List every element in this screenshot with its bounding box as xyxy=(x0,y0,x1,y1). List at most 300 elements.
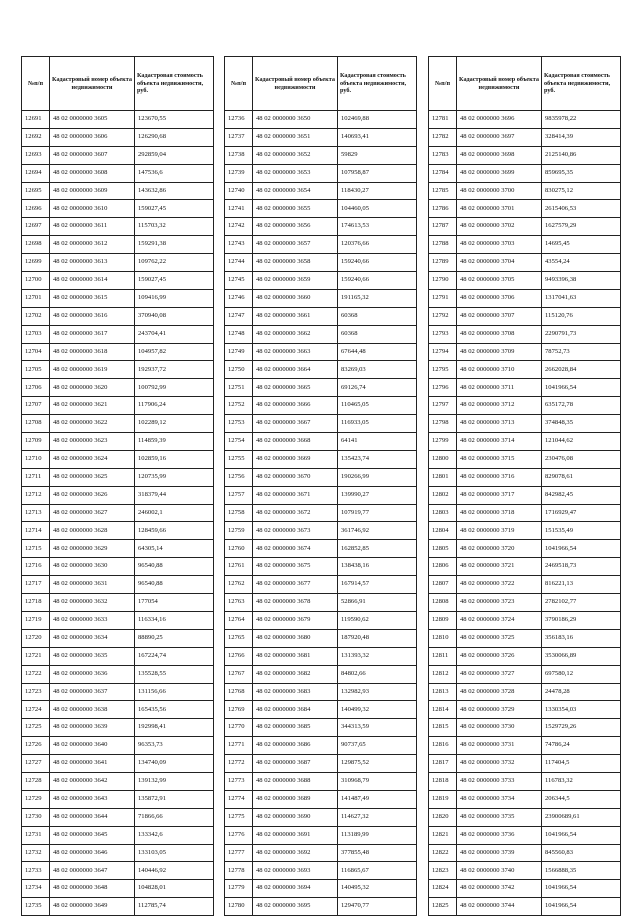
cadastral-value-cell: 102859,16 xyxy=(135,450,214,468)
cadastral-value-cell: 845560,83 xyxy=(542,844,621,862)
table-row xyxy=(22,343,214,361)
cadastral-number-cell: 48 02 0000000 3690 xyxy=(253,808,338,826)
table-row xyxy=(429,755,621,773)
row-number-cell: 12810 xyxy=(429,629,457,647)
row-number-cell: 12803 xyxy=(429,504,457,522)
row-number-cell: 12823 xyxy=(429,862,457,880)
row-number-cell: 12709 xyxy=(22,433,50,451)
cadastral-number-cell: 48 02 0000000 3642 xyxy=(50,772,135,790)
table-row xyxy=(225,254,417,272)
cadastral-number-cell: 48 02 0000000 3621 xyxy=(50,397,135,415)
table-row xyxy=(429,397,621,415)
cadastral-number-cell: 48 02 0000000 3653 xyxy=(253,164,338,182)
table-row xyxy=(429,647,621,665)
cadastral-number-cell: 48 02 0000000 3617 xyxy=(50,325,135,343)
table-row xyxy=(22,737,214,755)
row-number-cell: 12749 xyxy=(225,343,253,361)
row-number-cell: 12796 xyxy=(429,379,457,397)
row-number-cell: 12739 xyxy=(225,164,253,182)
cadastral-value-cell: 140446,92 xyxy=(135,862,214,880)
cadastral-number-cell: 48 02 0000000 3648 xyxy=(50,880,135,898)
row-number-cell: 12722 xyxy=(22,665,50,683)
cadastral-value-cell: 192937,72 xyxy=(135,361,214,379)
row-number-cell: 12798 xyxy=(429,415,457,433)
cadastral-value-cell: 187920,48 xyxy=(338,629,417,647)
table-row xyxy=(429,468,621,486)
table-row xyxy=(225,594,417,612)
cadastral-number-cell: 48 02 0000000 3614 xyxy=(50,272,135,290)
table-row xyxy=(225,164,417,182)
row-number-cell: 12732 xyxy=(22,844,50,862)
cadastral-number-cell: 48 02 0000000 3740 xyxy=(457,862,542,880)
cadastral-value-cell: 52866,91 xyxy=(338,594,417,612)
cadastral-value-cell: 177054 xyxy=(135,594,214,612)
row-number-cell: 12702 xyxy=(22,307,50,325)
cadastral-value-cell: 138438,16 xyxy=(338,558,417,576)
cadastral-value-cell: 113189,99 xyxy=(338,826,417,844)
cadastral-value-cell: 162852,85 xyxy=(338,540,417,558)
row-number-cell: 12769 xyxy=(225,701,253,719)
cadastral-number-cell: 48 02 0000000 3637 xyxy=(50,683,135,701)
cadastral-value-cell: 140495,32 xyxy=(338,880,417,898)
header-cadastral-number: Кадастровый номер объекта недвижимости xyxy=(253,57,338,111)
table-row xyxy=(225,898,417,916)
cadastral-value-cell: 126290,68 xyxy=(135,128,214,146)
row-number-cell: 12775 xyxy=(225,808,253,826)
cadastral-number-cell: 48 02 0000000 3668 xyxy=(253,433,338,451)
table-row xyxy=(429,629,621,647)
row-number-cell: 12753 xyxy=(225,415,253,433)
cadastral-value-cell: 139132,99 xyxy=(135,772,214,790)
cadastral-number-cell: 48 02 0000000 3701 xyxy=(457,200,542,218)
row-number-cell: 12692 xyxy=(22,128,50,146)
cadastral-number-cell: 48 02 0000000 3663 xyxy=(253,343,338,361)
row-number-cell: 12767 xyxy=(225,665,253,683)
cadastral-value-cell: 120735,99 xyxy=(135,468,214,486)
table-row xyxy=(225,647,417,665)
cadastral-value-cell: 1041966,54 xyxy=(542,880,621,898)
table-row xyxy=(225,826,417,844)
table-row xyxy=(225,862,417,880)
cadastral-number-cell: 48 02 0000000 3671 xyxy=(253,486,338,504)
cadastral-number-cell: 48 02 0000000 3725 xyxy=(457,629,542,647)
cadastral-number-cell: 48 02 0000000 3735 xyxy=(457,808,542,826)
cadastral-value-cell: 2662028,84 xyxy=(542,361,621,379)
row-number-cell: 12766 xyxy=(225,647,253,665)
cadastral-value-cell: 167914,57 xyxy=(338,576,417,594)
row-number-cell: 12795 xyxy=(429,361,457,379)
cadastral-number-cell: 48 02 0000000 3683 xyxy=(253,683,338,701)
table-row xyxy=(429,594,621,612)
row-number-cell: 12762 xyxy=(225,576,253,594)
cadastral-number-cell: 48 02 0000000 3622 xyxy=(50,415,135,433)
cadastral-number-cell: 48 02 0000000 3717 xyxy=(457,486,542,504)
cadastral-number-cell: 48 02 0000000 3624 xyxy=(50,450,135,468)
cadastral-number-cell: 48 02 0000000 3714 xyxy=(457,433,542,451)
cadastral-value-cell: 96353,73 xyxy=(135,737,214,755)
row-number-cell: 12821 xyxy=(429,826,457,844)
cadastral-number-cell: 48 02 0000000 3639 xyxy=(50,719,135,737)
row-number-cell: 12782 xyxy=(429,128,457,146)
cadastral-value-cell: 102289,12 xyxy=(135,415,214,433)
table-row xyxy=(429,540,621,558)
cadastral-value-cell: 1529729,26 xyxy=(542,719,621,737)
row-number-cell: 12758 xyxy=(225,504,253,522)
cadastral-number-cell: 48 02 0000000 3700 xyxy=(457,182,542,200)
cadastral-number-cell: 48 02 0000000 3618 xyxy=(50,343,135,361)
cadastral-number-cell: 48 02 0000000 3650 xyxy=(253,111,338,129)
cadastral-number-cell: 48 02 0000000 3719 xyxy=(457,522,542,540)
table-row xyxy=(22,361,214,379)
row-number-cell: 12790 xyxy=(429,272,457,290)
cadastral-number-cell: 48 02 0000000 3734 xyxy=(457,790,542,808)
table-row xyxy=(225,558,417,576)
cadastral-value-cell: 361746,92 xyxy=(338,522,417,540)
cadastral-value-cell: 230476,08 xyxy=(542,450,621,468)
cadastral-value-cell: 109762,22 xyxy=(135,254,214,272)
table-row xyxy=(22,325,214,343)
cadastral-number-cell: 48 02 0000000 3641 xyxy=(50,755,135,773)
header-cadastral-number: Кадастровый номер объекта недвижимости xyxy=(50,57,135,111)
cadastral-value-cell: 206344,5 xyxy=(542,790,621,808)
table-row xyxy=(429,379,621,397)
row-number-cell: 12793 xyxy=(429,325,457,343)
row-number-cell: 12792 xyxy=(429,307,457,325)
cadastral-value-cell: 842982,45 xyxy=(542,486,621,504)
cadastral-value-cell: 115703,32 xyxy=(135,218,214,236)
table-row xyxy=(429,218,621,236)
table-row xyxy=(225,719,417,737)
cadastral-value-cell: 107958,87 xyxy=(338,164,417,182)
table-row xyxy=(225,486,417,504)
cadastral-number-cell: 48 02 0000000 3608 xyxy=(50,164,135,182)
row-number-cell: 12714 xyxy=(22,522,50,540)
cadastral-value-cell: 83269,03 xyxy=(338,361,417,379)
cadastral-number-cell: 48 02 0000000 3634 xyxy=(50,629,135,647)
table-row xyxy=(429,415,621,433)
cadastral-number-cell: 48 02 0000000 3675 xyxy=(253,558,338,576)
table-row xyxy=(429,289,621,307)
cadastral-value-cell: 9835978,22 xyxy=(542,111,621,129)
row-number-cell: 12716 xyxy=(22,558,50,576)
table-row xyxy=(225,522,417,540)
row-number-cell: 12773 xyxy=(225,772,253,790)
cadastral-number-cell: 48 02 0000000 3733 xyxy=(457,772,542,790)
row-number-cell: 12820 xyxy=(429,808,457,826)
table-row xyxy=(225,468,417,486)
row-number-cell: 12809 xyxy=(429,611,457,629)
table-row xyxy=(429,200,621,218)
table-row xyxy=(429,737,621,755)
table-row xyxy=(22,683,214,701)
cadastral-value-cell: 2782102,77 xyxy=(542,594,621,612)
row-number-cell: 12751 xyxy=(225,379,253,397)
cadastral-number-cell: 48 02 0000000 3727 xyxy=(457,665,542,683)
cadastral-number-cell: 48 02 0000000 3661 xyxy=(253,307,338,325)
table-row xyxy=(225,737,417,755)
cadastral-value-cell: 174613,53 xyxy=(338,218,417,236)
cadastral-number-cell: 48 02 0000000 3686 xyxy=(253,737,338,755)
row-number-cell: 12780 xyxy=(225,898,253,916)
cadastral-value-cell: 71866,66 xyxy=(135,808,214,826)
table-row xyxy=(22,433,214,451)
cadastral-number-cell: 48 02 0000000 3726 xyxy=(457,647,542,665)
cadastral-value-cell: 88890,25 xyxy=(135,629,214,647)
cadastral-value-cell: 23900689,61 xyxy=(542,808,621,826)
row-number-cell: 12737 xyxy=(225,128,253,146)
cadastral-value-cell: 116334,16 xyxy=(135,611,214,629)
table-row xyxy=(225,504,417,522)
cadastral-value-cell: 140499,32 xyxy=(338,701,417,719)
cadastral-value-cell: 134740,09 xyxy=(135,755,214,773)
table-row xyxy=(22,272,214,290)
row-number-cell: 12764 xyxy=(225,611,253,629)
table-row xyxy=(429,683,621,701)
row-number-cell: 12799 xyxy=(429,433,457,451)
table-row xyxy=(22,880,214,898)
table-row xyxy=(429,307,621,325)
row-number-cell: 12691 xyxy=(22,111,50,129)
cadastral-value-cell: 328414,39 xyxy=(542,128,621,146)
cadastral-value-cell: 129875,52 xyxy=(338,755,417,773)
cadastral-number-cell: 48 02 0000000 3646 xyxy=(50,844,135,862)
row-number-cell: 12748 xyxy=(225,325,253,343)
table-row xyxy=(22,200,214,218)
cadastral-value-cell: 133342,6 xyxy=(135,826,214,844)
cadastral-value-cell: 116865,67 xyxy=(338,862,417,880)
cadastral-value-cell: 816221,13 xyxy=(542,576,621,594)
row-number-cell: 12744 xyxy=(225,254,253,272)
cadastral-value-cell: 100792,99 xyxy=(135,379,214,397)
table-row xyxy=(429,182,621,200)
table-row xyxy=(22,629,214,647)
cadastral-value-cell: 159291,38 xyxy=(135,236,214,254)
cadastral-value-cell: 1041966,54 xyxy=(542,540,621,558)
table-row xyxy=(429,450,621,468)
table-row xyxy=(429,898,621,916)
table-row xyxy=(22,772,214,790)
table-row xyxy=(22,844,214,862)
cadastral-number-cell: 48 02 0000000 3619 xyxy=(50,361,135,379)
cadastral-value-cell: 104957,82 xyxy=(135,343,214,361)
cadastral-value-cell: 14695,45 xyxy=(542,236,621,254)
table-row xyxy=(22,790,214,808)
cadastral-value-cell: 1566888,35 xyxy=(542,862,621,880)
table-row xyxy=(429,128,621,146)
cadastral-number-cell: 48 02 0000000 3684 xyxy=(253,701,338,719)
row-number-cell: 12760 xyxy=(225,540,253,558)
cadastral-number-cell: 48 02 0000000 3606 xyxy=(50,128,135,146)
cadastral-value-cell: 116933,05 xyxy=(338,415,417,433)
table-row xyxy=(22,522,214,540)
table-row xyxy=(429,862,621,880)
table-row xyxy=(22,611,214,629)
row-number-cell: 12743 xyxy=(225,236,253,254)
cadastral-number-cell: 48 02 0000000 3720 xyxy=(457,540,542,558)
cadastral-number-cell: 48 02 0000000 3691 xyxy=(253,826,338,844)
row-number-cell: 12770 xyxy=(225,719,253,737)
cadastral-number-cell: 48 02 0000000 3636 xyxy=(50,665,135,683)
cadastral-value-cell: 151535,49 xyxy=(542,522,621,540)
row-number-cell: 12721 xyxy=(22,647,50,665)
row-number-cell: 12731 xyxy=(22,826,50,844)
header-num: №п/п xyxy=(429,57,457,111)
row-number-cell: 12813 xyxy=(429,683,457,701)
cadastral-number-cell: 48 02 0000000 3693 xyxy=(253,862,338,880)
cadastral-number-cell: 48 02 0000000 3710 xyxy=(457,361,542,379)
table-row xyxy=(22,755,214,773)
cadastral-value-cell: 2290791,73 xyxy=(542,325,621,343)
table-row xyxy=(429,576,621,594)
row-number-cell: 12729 xyxy=(22,790,50,808)
cadastral-number-cell: 48 02 0000000 3744 xyxy=(457,898,542,916)
table-row xyxy=(225,772,417,790)
cadastral-number-cell: 48 02 0000000 3631 xyxy=(50,576,135,594)
row-number-cell: 12765 xyxy=(225,629,253,647)
cadastral-value-cell: 120376,66 xyxy=(338,236,417,254)
cadastral-value-cell: 246002,1 xyxy=(135,504,214,522)
cadastral-number-cell: 48 02 0000000 3673 xyxy=(253,522,338,540)
cadastral-number-cell: 48 02 0000000 3649 xyxy=(50,898,135,916)
row-number-cell: 12783 xyxy=(429,146,457,164)
row-number-cell: 12756 xyxy=(225,468,253,486)
cadastral-value-cell: 143632,86 xyxy=(135,182,214,200)
row-number-cell: 12742 xyxy=(225,218,253,236)
cadastral-value-cell: 159027,45 xyxy=(135,272,214,290)
row-number-cell: 12825 xyxy=(429,898,457,916)
table-row xyxy=(429,522,621,540)
cadastral-value-cell: 1041966,54 xyxy=(542,379,621,397)
row-number-cell: 12754 xyxy=(225,433,253,451)
table-row xyxy=(22,701,214,719)
cadastral-value-cell: 74786,24 xyxy=(542,737,621,755)
row-number-cell: 12725 xyxy=(22,719,50,737)
cadastral-number-cell: 48 02 0000000 3688 xyxy=(253,772,338,790)
table-row xyxy=(429,611,621,629)
cadastral-number-cell: 48 02 0000000 3612 xyxy=(50,236,135,254)
cadastral-value-cell: 1041966,54 xyxy=(542,898,621,916)
cadastral-value-cell: 119590,62 xyxy=(338,611,417,629)
row-number-cell: 12746 xyxy=(225,289,253,307)
cadastral-number-cell: 48 02 0000000 3702 xyxy=(457,218,542,236)
cadastral-number-cell: 48 02 0000000 3658 xyxy=(253,254,338,272)
row-number-cell: 12763 xyxy=(225,594,253,612)
table-row xyxy=(22,289,214,307)
row-number-cell: 12711 xyxy=(22,468,50,486)
cadastral-number-cell: 48 02 0000000 3667 xyxy=(253,415,338,433)
cadastral-number-cell: 48 02 0000000 3616 xyxy=(50,307,135,325)
table-row xyxy=(22,468,214,486)
cadastral-value-cell: 60368 xyxy=(338,325,417,343)
row-number-cell: 12788 xyxy=(429,236,457,254)
row-number-cell: 12730 xyxy=(22,808,50,826)
table-row xyxy=(225,218,417,236)
row-number-cell: 12724 xyxy=(22,701,50,719)
cadastral-value-cell: 140693,41 xyxy=(338,128,417,146)
cadastral-value-cell: 2469518,73 xyxy=(542,558,621,576)
table-row xyxy=(22,719,214,737)
cadastral-number-cell: 48 02 0000000 3607 xyxy=(50,146,135,164)
cadastral-value-cell: 121044,62 xyxy=(542,433,621,451)
cadastral-value-cell: 159240,66 xyxy=(338,254,417,272)
table-row xyxy=(225,576,417,594)
cadastral-value-cell: 190266,99 xyxy=(338,468,417,486)
table-row xyxy=(429,254,621,272)
cadastral-number-cell: 48 02 0000000 3696 xyxy=(457,111,542,129)
cadastral-number-cell: 48 02 0000000 3723 xyxy=(457,594,542,612)
row-number-cell: 12715 xyxy=(22,540,50,558)
row-number-cell: 12778 xyxy=(225,862,253,880)
table-row xyxy=(22,254,214,272)
cadastral-value-cell: 133103,05 xyxy=(135,844,214,862)
row-number-cell: 12701 xyxy=(22,289,50,307)
cadastral-value-cell: 131393,32 xyxy=(338,647,417,665)
row-number-cell: 12772 xyxy=(225,755,253,773)
cadastral-number-cell: 48 02 0000000 3625 xyxy=(50,468,135,486)
table-row xyxy=(429,558,621,576)
cadastral-value-cell: 64141 xyxy=(338,433,417,451)
table-row xyxy=(22,164,214,182)
table-row xyxy=(22,128,214,146)
table-row xyxy=(429,504,621,522)
row-number-cell: 12741 xyxy=(225,200,253,218)
cadastral-value-cell: 356183,16 xyxy=(542,629,621,647)
table-row xyxy=(225,236,417,254)
table-row xyxy=(225,415,417,433)
row-number-cell: 12733 xyxy=(22,862,50,880)
cadastral-number-cell: 48 02 0000000 3709 xyxy=(457,343,542,361)
cadastral-number-cell: 48 02 0000000 3718 xyxy=(457,504,542,522)
cadastral-number-cell: 48 02 0000000 3695 xyxy=(253,898,338,916)
row-number-cell: 12720 xyxy=(22,629,50,647)
table-row xyxy=(225,146,417,164)
cadastral-number-cell: 48 02 0000000 3669 xyxy=(253,450,338,468)
cadastral-value-cell: 370940,08 xyxy=(135,307,214,325)
cadastral-number-cell: 48 02 0000000 3640 xyxy=(50,737,135,755)
table-row xyxy=(429,790,621,808)
cadastral-value-cell: 67644,48 xyxy=(338,343,417,361)
cadastral-value-cell: 859695,35 xyxy=(542,164,621,182)
cadastral-number-cell: 48 02 0000000 3615 xyxy=(50,289,135,307)
cadastral-value-cell: 147536,6 xyxy=(135,164,214,182)
table-row xyxy=(22,450,214,468)
cadastral-table-2 xyxy=(224,56,417,916)
cadastral-number-cell: 48 02 0000000 3680 xyxy=(253,629,338,647)
row-number-cell: 12812 xyxy=(429,665,457,683)
row-number-cell: 12704 xyxy=(22,343,50,361)
row-number-cell: 12706 xyxy=(22,379,50,397)
row-number-cell: 12804 xyxy=(429,522,457,540)
row-number-cell: 12817 xyxy=(429,755,457,773)
cadastral-number-cell: 48 02 0000000 3692 xyxy=(253,844,338,862)
table-row xyxy=(429,433,621,451)
cadastral-number-cell: 48 02 0000000 3665 xyxy=(253,379,338,397)
table-row xyxy=(225,629,417,647)
table-row xyxy=(225,611,417,629)
cadastral-value-cell: 90737,65 xyxy=(338,737,417,755)
table-row xyxy=(225,701,417,719)
cadastral-value-cell: 135872,91 xyxy=(135,790,214,808)
row-number-cell: 12723 xyxy=(22,683,50,701)
row-number-cell: 12781 xyxy=(429,111,457,129)
row-number-cell: 12768 xyxy=(225,683,253,701)
cadastral-value-cell: 159027,45 xyxy=(135,200,214,218)
cadastral-number-cell: 48 02 0000000 3629 xyxy=(50,540,135,558)
cadastral-value-cell: 115120,76 xyxy=(542,307,621,325)
cadastral-value-cell: 2125140,86 xyxy=(542,146,621,164)
cadastral-value-cell: 24478,28 xyxy=(542,683,621,701)
table-row xyxy=(225,325,417,343)
